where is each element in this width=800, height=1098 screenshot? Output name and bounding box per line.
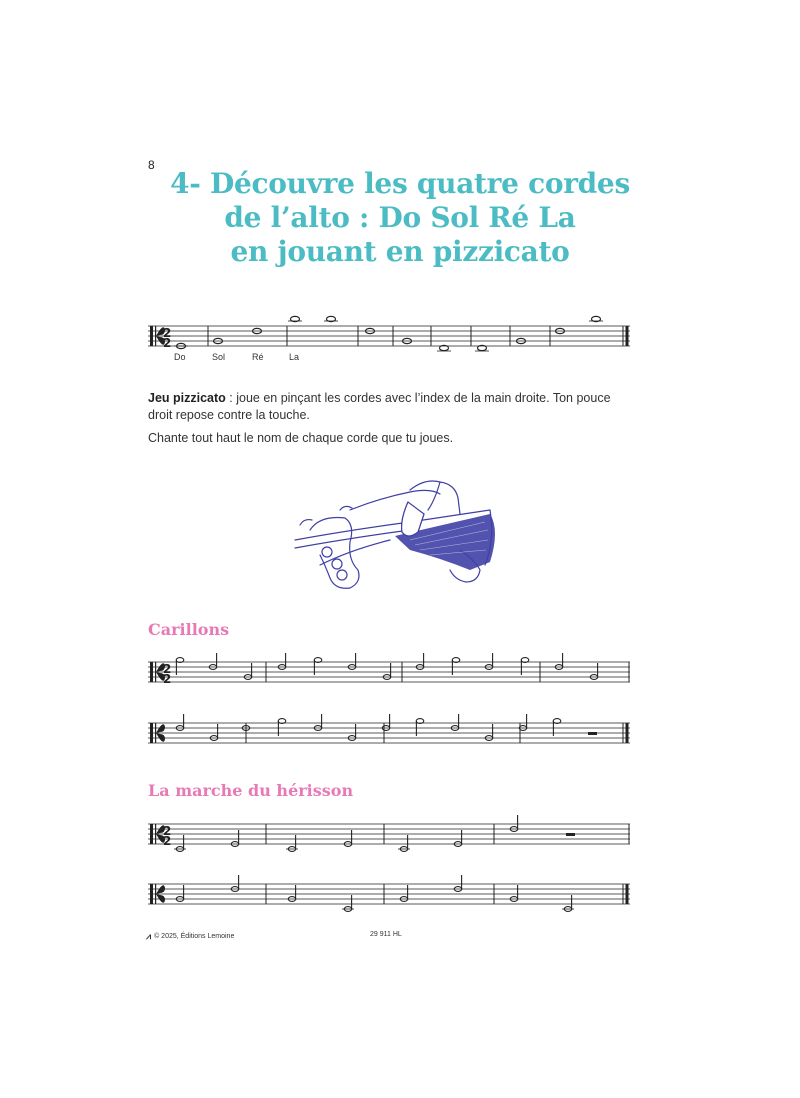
- page-number: 8: [148, 158, 155, 172]
- pizzicato-text: : joue en pinçant les cordes avec l’index de la main droite. Ton pouce droit repose contre la touche.: [148, 391, 611, 422]
- half-notes: [176, 653, 598, 679]
- title-line-3: en jouant en pizzicato: [230, 235, 570, 268]
- sing-instruction: Chante tout haut le nom de chaque corde que tu joues.: [148, 431, 454, 445]
- staff-carillons-2: [148, 713, 632, 753]
- svg-text:2: 2: [163, 824, 172, 838]
- svg-text:2: 2: [163, 834, 172, 848]
- note-name-la: La: [289, 352, 300, 362]
- copyright-text: © 2025, Éditions Lemoine: [154, 933, 235, 940]
- half-rest-icon: [588, 732, 597, 735]
- half-notes: [174, 815, 518, 851]
- pizzicato-term: Jeu pizzicato: [148, 391, 226, 405]
- note-name-sol: Sol: [212, 352, 226, 362]
- staff-marche-2: [148, 872, 632, 920]
- half-rest-icon: [566, 833, 575, 836]
- alto-clef-icon: [150, 662, 171, 686]
- title-line-1: 4- Découvre les quatre cordes: [170, 167, 630, 200]
- footer-catalog-code: 29 911 HL: [370, 931, 402, 938]
- svg-text:2: 2: [163, 672, 172, 686]
- svg-text:2: 2: [163, 336, 172, 350]
- section-title-marche: La marche du hérisson: [148, 781, 354, 800]
- footer-copyright: [146, 931, 234, 942]
- alto-clef-icon: [150, 824, 171, 848]
- staff-carillons-1: [148, 652, 632, 692]
- hand-plucking-viola-icon: [290, 470, 510, 610]
- half-notes: [176, 875, 574, 911]
- pizzicato-instruction: [148, 390, 638, 424]
- section-title-carillons: Carillons: [148, 620, 230, 639]
- lemoine-logo-icon: ⩘: [146, 931, 152, 941]
- note-name-re: Ré: [252, 352, 264, 362]
- title-line-2: de l’alto : Do Sol Ré La: [224, 201, 576, 234]
- note-name-do: Do: [174, 352, 186, 362]
- staff-marche-1: [148, 812, 632, 860]
- svg-text:2: 2: [163, 326, 172, 340]
- string-names: [148, 352, 338, 366]
- page-title: [100, 167, 700, 269]
- half-notes: [176, 714, 561, 740]
- svg-text:2: 2: [163, 662, 172, 676]
